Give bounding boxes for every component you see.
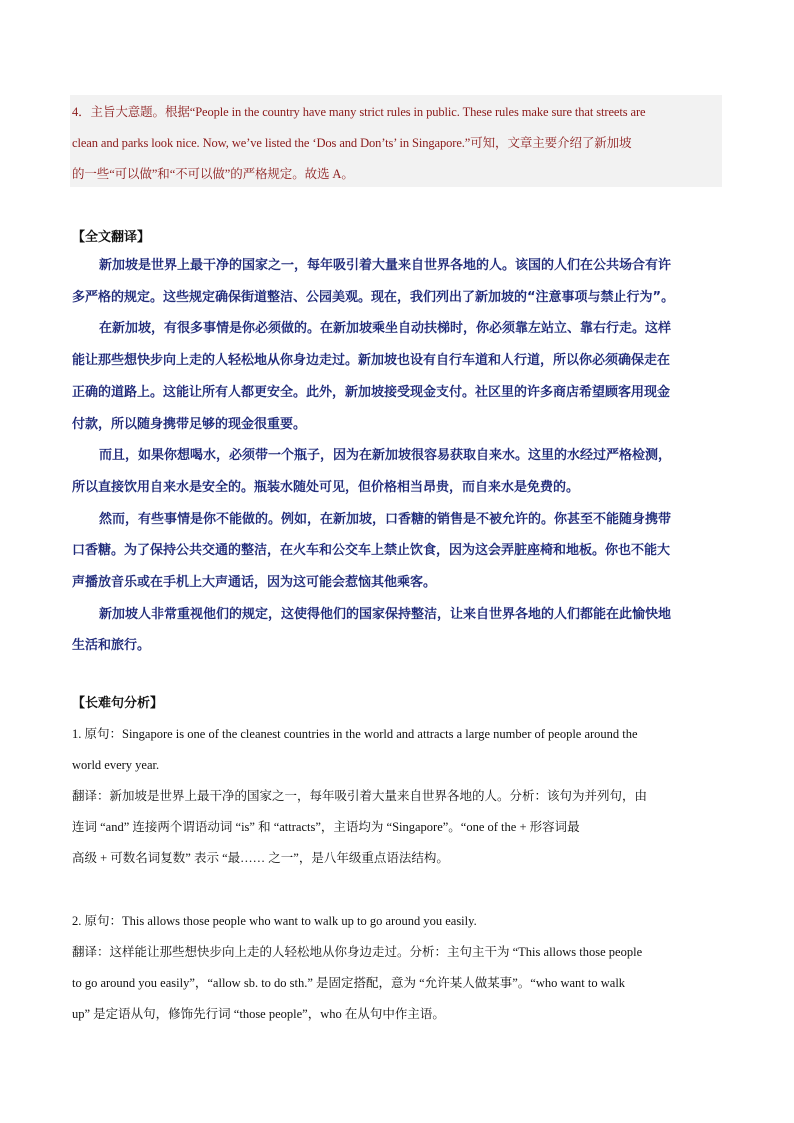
translation-line: 在新加坡，有很多事情是你必须做的。在新加坡乘坐自动扶梯时，你必须靠左站立、靠右行走。这样 [99,321,672,337]
translation-line: 新加坡是世界上最干净的国家之一，每年吸引着大量来自世界各地的人。该国的人们在公共场合有许 [99,258,672,273]
translation-line: 能让那些想快步向上走的人轻松地从你身边走过。新加坡也设有自行车道和人行道，所以你必须确保走在 [72,353,671,369]
translation-line: 所以直接饮用自来水是安全的。瓶装水随处可见，但价格相当昂贵，而自来水是免费的。 [72,479,580,495]
analysis-item-1 [72,719,724,874]
translation-heading: 【全文翻译】 [72,230,151,245]
translation-line: 正确的道路上。这能让所有人都更安全。此外，新加坡接受现金支付。社区里的许多商店希望顾客用现金 [72,384,671,400]
translation-line: 然而，有些事情是你不能做的。例如，在新加坡，口香糖的销售是不被允许的。你甚至不能随身携带 [99,511,672,527]
analysis-line: 高级 + 可数名词复数” 表示 “最…… 之一”，是八年级重点语法结构。 [72,851,449,865]
analysis-line: 1. 原句：Singapore is one of the cleanest countries in the world and attracts a large number of people around the [72,727,638,741]
answer-line: 的一些“可以做”和“不可以做”的严格规定。故选 A。 [72,167,354,181]
answer-line: 4．主旨大意题。根据“People in the country have many strict rules in public. These rules make sure that streets are [72,105,646,119]
analysis-item-2 [72,906,724,1030]
translation-line: 多严格的规定。这些规定确保街道整洁、公园美观。现在，我们列出了新加坡的“注意事项与禁止行为”。 [72,289,675,305]
answer-explanation [72,97,724,190]
translation-line: 口香糖。为了保持公共交通的整洁，在火车和公交车上禁止饮食，因为这会弄脏座椅和地板。你也不能大 [72,543,671,559]
analysis-line: up” 是定语从句，修饰先行词 “those people”，who 在从句中作主语。 [72,1007,445,1021]
analysis-line: 连词 “and” 连接两个谓语动词 “is” 和 “attracts”，主语均为 “Singapore”。“one of the + 形容词最 [72,820,580,834]
translation-line: 声播放音乐或在手机上大声通话，因为这可能会惹恼其他乘客。 [72,575,437,591]
translation-line: 生活和旅行。 [72,638,151,654]
analysis-line: 2. 原句：This allows those people who want to walk up to go around you easily. [72,914,477,928]
analysis-line: 翻译：新加坡是世界上最干净的国家之一，每年吸引着大量来自世界各地的人。分析：该句为并列句，由 [72,789,648,803]
analysis-line: world every year. [72,758,160,772]
translation-line: 新加坡人非常重视他们的规定，这使得他们的国家保持整洁，让来自世界各地的人们都能在此愉快地 [99,606,672,622]
analysis-line: to go around you easily”，“allow sb. to do sth.” 是固定搭配，意为 “允许某人做某事”。“who want to walk [72,976,626,990]
analysis-heading: 【长难句分析】 [72,696,164,711]
translation-body [72,250,724,662]
answer-line: clean and parks look nice. Now, we’ve listed the ‘Dos and Don’ts’ in Singapore.”可知，文章主要介绍了新加坡 [72,136,632,150]
translation-line: 付款，所以随身携带足够的现金很重要。 [72,416,307,432]
translation-line: 而且，如果你想喝水，必须带一个瓶子，因为在新加坡很容易获取自来水。这里的水经过严格检测， [99,448,672,464]
analysis-line: 翻译：这样能让那些想快步向上走的人轻松地从你身边走过。分析：主句主干为 “This allows those people [72,945,643,959]
